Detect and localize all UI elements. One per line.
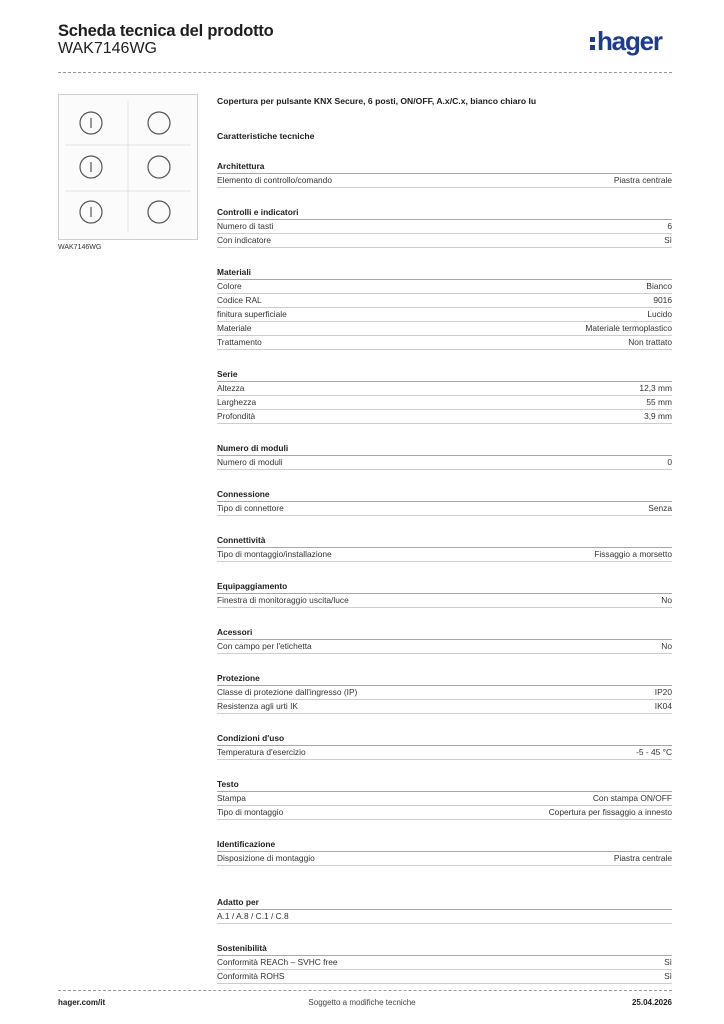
spec-row — [217, 548, 672, 562]
section-sostenibilita — [217, 943, 672, 984]
product-image — [58, 94, 198, 240]
spec-label: Finestra di monitoraggio uscita/luce — [217, 595, 349, 605]
section-equipaggiamento — [217, 581, 672, 608]
section-identificazione — [217, 839, 672, 866]
spec-label: Classe di protezione dall'ingresso (IP) — [217, 687, 358, 697]
spec-row — [217, 456, 672, 470]
spec-row — [217, 396, 672, 410]
spec-label: Stampa — [217, 793, 246, 803]
spec-row — [217, 322, 672, 336]
spec-row — [217, 174, 672, 188]
spec-label: Numero di tasti — [217, 221, 274, 231]
spec-value: 9016 — [653, 295, 672, 305]
section-title: Connessione — [217, 489, 672, 502]
section-acessori — [217, 627, 672, 654]
footer-website-link[interactable]: hager.com/it — [58, 998, 106, 1007]
footer-date: 25.04.2026 — [631, 998, 672, 1007]
section-moduli — [217, 443, 672, 470]
logo-text: hager — [597, 26, 662, 56]
button-cover-icon — [59, 95, 197, 239]
spec-row — [217, 852, 672, 866]
spec-value: 12,3 mm — [639, 383, 672, 393]
spec-row — [217, 956, 672, 970]
spec-value: Fissaggio a morsetto — [594, 549, 672, 559]
spec-row — [217, 220, 672, 234]
spec-row — [217, 294, 672, 308]
spec-value: -5 - 45 °C — [636, 747, 672, 757]
section-title: Serie — [217, 369, 672, 382]
section-condizioni — [217, 733, 672, 760]
spec-label: Trattamento — [217, 337, 262, 347]
hager-logo — [590, 26, 662, 56]
spec-value: No — [661, 641, 672, 651]
section-adatto-per — [217, 897, 672, 924]
spec-value: Sì — [664, 971, 672, 981]
spec-value: Con stampa ON/OFF — [592, 793, 672, 803]
spec-value: 55 mm — [646, 397, 672, 407]
section-title: Controlli e indicatori — [217, 207, 672, 220]
section-title: Identificazione — [217, 839, 672, 852]
spec-row — [217, 700, 672, 714]
spec-row — [217, 746, 672, 760]
spec-label: Codice RAL — [217, 295, 262, 305]
spec-value: 3,9 mm — [644, 411, 672, 421]
spec-value: 0 — [667, 457, 672, 467]
section-title: Testo — [217, 779, 672, 792]
spec-row — [217, 910, 672, 924]
header-divider — [58, 72, 672, 73]
spec-value: IP20 — [654, 687, 672, 697]
spec-label: Elemento di controllo/comando — [217, 175, 332, 185]
spec-row — [217, 970, 672, 984]
section-title: Connettività — [217, 535, 672, 548]
section-title: Protezione — [217, 673, 672, 686]
section-testo — [217, 779, 672, 820]
section-title: Sostenibilità — [217, 943, 672, 956]
spec-value: No — [661, 595, 672, 605]
section-serie — [217, 369, 672, 424]
section-title: Condizioni d'uso — [217, 733, 672, 746]
spec-label: Tipo di montaggio/installazione — [217, 549, 332, 559]
spec-label: Numero di moduli — [217, 457, 283, 467]
spec-label: Altezza — [217, 383, 245, 393]
spec-label: Tipo di connettore — [217, 503, 284, 513]
product-description: Copertura per pulsante KNX Secure, 6 posti, ON/OFF, A.x/C.x, bianco chiaro lu — [217, 96, 537, 106]
section-title: Acessori — [217, 627, 672, 640]
spec-column — [217, 96, 672, 984]
spec-value: Sì — [664, 235, 672, 245]
spec-label: Disposizione di montaggio — [217, 853, 315, 863]
spec-row — [217, 686, 672, 700]
spec-value: 6 — [667, 221, 672, 231]
spec-label: finitura superficiale — [217, 309, 287, 319]
section-connettivita — [217, 535, 672, 562]
spec-value: Lucido — [647, 309, 672, 319]
spec-label: Tipo di montaggio — [217, 807, 284, 817]
spec-label: Con campo per l'etichetta — [217, 641, 312, 651]
footer-divider — [58, 990, 672, 991]
section-title: Adatto per — [217, 897, 672, 910]
spec-row — [217, 234, 672, 248]
spec-value: IK04 — [654, 701, 672, 711]
section-title: Architettura — [217, 161, 672, 174]
spec-label: Temperatura d'esercizio — [217, 747, 306, 757]
spec-label: Colore — [217, 281, 242, 291]
spec-value: Bianco — [646, 281, 672, 291]
section-controlli — [217, 207, 672, 248]
tech-heading: Caratteristiche tecniche — [217, 131, 315, 141]
spec-row — [217, 806, 672, 820]
spec-label: Conformità ROHS — [217, 971, 285, 981]
spec-label: Larghezza — [217, 397, 257, 407]
spec-value: Piastra centrale — [613, 853, 672, 863]
section-title: Equipaggiamento — [217, 581, 672, 594]
spec-row — [217, 280, 672, 294]
image-caption: WAK7146WG — [58, 244, 102, 251]
section-protezione — [217, 673, 672, 714]
spec-row — [217, 308, 672, 322]
section-architettura — [217, 161, 672, 188]
spec-label: Conformità REACh – SVHC free — [217, 957, 338, 967]
spec-value: Non trattato — [628, 337, 672, 347]
spec-row — [217, 594, 672, 608]
spec-row — [217, 640, 672, 654]
section-materiali — [217, 267, 672, 350]
logo-colon-icon — [590, 34, 595, 52]
spec-value: Copertura per fissaggio a innesto — [548, 807, 672, 817]
spec-label: Materiale — [217, 323, 252, 333]
spec-label: Profondità — [217, 411, 256, 421]
product-code: WAK7146WG — [58, 40, 157, 57]
spec-value: Piastra centrale — [613, 175, 672, 185]
page-title: Scheda tecnica del prodotto — [58, 22, 274, 40]
spec-value: Sì — [664, 957, 672, 967]
section-title: Numero di moduli — [217, 443, 672, 456]
spec-row — [217, 336, 672, 350]
spec-value: Senza — [648, 503, 672, 513]
spec-row — [217, 792, 672, 806]
spec-value: Materiale termoplastico — [585, 323, 672, 333]
section-title: Materiali — [217, 267, 672, 280]
spec-label: Resistenza agli urti IK — [217, 701, 298, 711]
spec-row — [217, 382, 672, 396]
spec-row — [217, 502, 672, 516]
spec-label: Con indicatore — [217, 235, 272, 245]
spec-label: A.1 / A.8 / C.1 / C.8 — [217, 911, 289, 921]
spec-row — [217, 410, 672, 424]
section-connessione — [217, 489, 672, 516]
footer-notice: Soggetto a modifiche tecniche — [308, 998, 416, 1007]
